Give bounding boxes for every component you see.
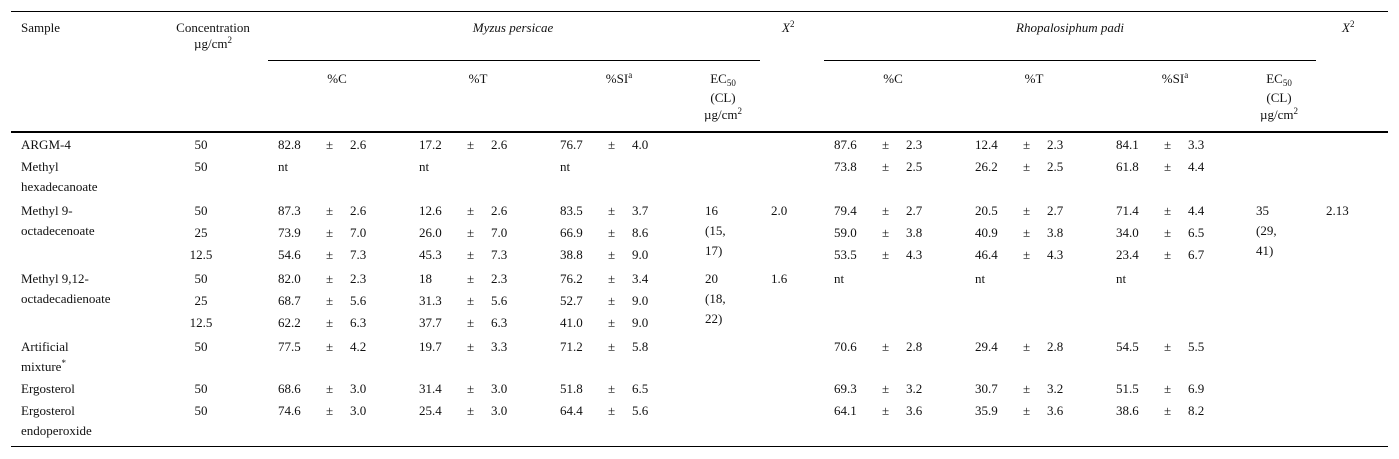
rhopalosiphum-t-mean: 30.7: [975, 381, 998, 396]
subheader-rhopalosiphum-ec: [1266, 71, 1292, 87]
concentration-value: 50: [194, 381, 208, 396]
sample-name: octadecadienoate: [21, 291, 111, 306]
myzus-si-mean: 51.8: [560, 381, 583, 396]
myzus-t-mean: 26.0: [419, 225, 442, 240]
myzus-t-sd: 5.6: [491, 293, 508, 308]
concentration-value: 50: [194, 159, 208, 174]
subheader-myzus-si-sup: a: [628, 70, 633, 80]
rhopalosiphum-si-pm: ±: [1164, 403, 1172, 418]
sample-name: Ergosterol: [21, 381, 75, 396]
rhopalosiphum-t-mean: 29.4: [975, 339, 998, 354]
rhopalosiphum-t-pm: ±: [1023, 339, 1031, 354]
myzus-si-mean: 41.0: [560, 315, 583, 330]
myzus-t-pm: ±: [467, 293, 475, 308]
rhopalosiphum-c-sd: 2.3: [906, 137, 923, 152]
myzus-c-pm: ±: [326, 247, 334, 262]
subheader-rhopalosiphum-si-text: %SI: [1161, 71, 1185, 86]
myzus-t-sd: 2.3: [491, 271, 508, 286]
header-chi-rhopalosiphum-symbol: X: [1342, 20, 1350, 35]
subheader-myzus-si: [606, 71, 632, 87]
rhopalosiphum-t-mean: 20.5: [975, 203, 998, 218]
rhopalosiphum-t-sd: 2.3: [1047, 137, 1064, 152]
concentration-value: 50: [194, 271, 208, 286]
subheader-rhopalosiphum-t: %T: [1024, 71, 1044, 86]
rhopalosiphum-si-mean: 54.5: [1116, 339, 1139, 354]
subheader-myzus-ec-unit: [704, 107, 742, 123]
sample-name: Methyl 9,12-: [21, 271, 89, 286]
header-sample: Sample: [21, 20, 60, 35]
myzus-t-pm: ±: [467, 381, 475, 396]
sample-name: Ergosterol: [21, 403, 75, 418]
rhopalosiphum-si-mean: 34.0: [1116, 225, 1139, 240]
myzus-si-sd: 4.0: [632, 137, 649, 152]
myzus-si-pm: ±: [608, 203, 616, 218]
rhopalosiphum-si-pm: ±: [1164, 225, 1172, 240]
myzus-si-sd: 3.7: [632, 203, 649, 218]
species-rule-myzus: [268, 60, 760, 61]
rhopalosiphum-c-pm: ±: [882, 403, 890, 418]
myzus-c-sd: 3.0: [350, 381, 367, 396]
myzus-c-mean: 68.6: [278, 381, 301, 396]
rhopalosiphum-c-mean: 87.6: [834, 137, 857, 152]
rhopalosiphum-t-mean: 40.9: [975, 225, 998, 240]
concentration-value: 50: [194, 203, 208, 218]
rhopalosiphum-t-pm: ±: [1023, 137, 1031, 152]
subheader-rhopalosiphum-ec-main: EC: [1266, 71, 1283, 86]
rhopalosiphum-t-mean: 35.9: [975, 403, 998, 418]
myzus-t-mean: 45.3: [419, 247, 442, 262]
rhopalosiphum-si-pm: ±: [1164, 247, 1172, 262]
rhopalosiphum-si-mean: 38.6: [1116, 403, 1139, 418]
myzus-t-sd: 3.0: [491, 403, 508, 418]
rhopalosiphum-t-mean: 26.2: [975, 159, 998, 174]
myzus-c-mean: 87.3: [278, 203, 301, 218]
myzus-t-mean: 31.3: [419, 293, 442, 308]
myzus-t-mean: 12.6: [419, 203, 442, 218]
myzus-t-pm: ±: [467, 225, 475, 240]
myzus-si-pm: ±: [608, 381, 616, 396]
rhopalosiphum-c-pm: ±: [882, 381, 890, 396]
concentration-value: 12.5: [189, 315, 213, 330]
header-species-rhopalosiphum: Rhopalosiphum padi: [1016, 20, 1124, 35]
myzus-t-sd: 3.0: [491, 381, 508, 396]
myzus-t-sd: 2.6: [491, 137, 508, 152]
rhopalosiphum-si-mean: 51.5: [1116, 381, 1139, 396]
subheader-myzus-ec-sub: 50: [726, 78, 736, 88]
myzus-ec50: 16: [705, 203, 718, 218]
rhopalosiphum-t-sd: 2.7: [1047, 203, 1064, 218]
rhopalosiphum-t-sd: 3.6: [1047, 403, 1064, 418]
rhopalosiphum-c-pm: ±: [882, 203, 890, 218]
myzus-si-sd: 3.4: [632, 271, 649, 286]
rhopalosiphum-c-sd: 3.2: [906, 381, 923, 396]
myzus-ec50: 22): [705, 311, 723, 326]
myzus-ec50: 20: [705, 271, 718, 286]
myzus-t-sd: 7.3: [491, 247, 508, 262]
rhopalosiphum-t-mean: 46.4: [975, 247, 998, 262]
myzus-t-pm: ±: [467, 315, 475, 330]
myzus-c-sd: 3.0: [350, 403, 367, 418]
subheader-myzus-ec-cl: (CL): [710, 90, 736, 105]
rhopalosiphum-t-pm: ±: [1023, 381, 1031, 396]
subheader-rhopalosiphum-si: [1162, 71, 1188, 87]
rhopalosiphum-c-mean: 79.4: [834, 203, 857, 218]
rhopalosiphum-chi-square: 2.13: [1326, 203, 1349, 218]
rhopalosiphum-c-sd: 3.8: [906, 225, 923, 240]
header-concentration-unit-sup: 2: [227, 35, 232, 45]
myzus-si-pm: ±: [608, 137, 616, 152]
myzus-t-pm: ±: [467, 203, 475, 218]
rhopalosiphum-ec50: 35: [1256, 203, 1269, 218]
rhopalosiphum-si-sd: 5.5: [1188, 339, 1205, 354]
myzus-t-mean: 37.7: [419, 315, 442, 330]
header-chi-myzus-symbol: X: [782, 20, 790, 35]
rhopalosiphum-c-mean: nt: [834, 271, 845, 286]
myzus-si-sd: 9.0: [632, 315, 649, 330]
header-concentration: [176, 20, 250, 36]
header-concentration-unit-text: µg/cm: [194, 36, 228, 51]
myzus-si-pm: ±: [608, 339, 616, 354]
concentration-value: 25: [194, 293, 208, 308]
myzus-c-mean: 62.2: [278, 315, 301, 330]
rhopalosiphum-t-mean: 12.4: [975, 137, 998, 152]
sample-name: mixture*: [21, 358, 66, 374]
rhopalosiphum-si-mean: 71.4: [1116, 203, 1139, 218]
header-chi-rhopalosiphum-sup: 2: [1349, 19, 1355, 29]
subheader-rhopalosiphum-c: %C: [883, 71, 903, 86]
myzus-c-pm: ±: [326, 203, 334, 218]
sample-name: Methyl 9-: [21, 203, 73, 218]
myzus-t-sd: 3.3: [491, 339, 508, 354]
myzus-si-pm: ±: [608, 293, 616, 308]
myzus-c-mean: 68.7: [278, 293, 301, 308]
rhopalosiphum-ec50: 41): [1256, 243, 1274, 258]
myzus-si-sd: 6.5: [632, 381, 649, 396]
rhopalosiphum-si-pm: ±: [1164, 159, 1172, 174]
sample-name: ARGM-4: [21, 137, 71, 152]
rhopalosiphum-t-pm: ±: [1023, 403, 1031, 418]
header-concentration-unit: [194, 36, 232, 52]
myzus-c-pm: ±: [326, 137, 334, 152]
sample-name: octadecenoate: [21, 223, 95, 238]
rhopalosiphum-t-sd: 4.3: [1047, 247, 1064, 262]
concentration-value: 12.5: [189, 247, 213, 262]
rhopalosiphum-t-sd: 2.8: [1047, 339, 1064, 354]
header-bottom-rule: [11, 131, 1388, 133]
myzus-c-sd: 6.3: [350, 315, 367, 330]
myzus-si-mean: nt: [560, 159, 571, 174]
myzus-si-sd: 9.0: [632, 293, 649, 308]
myzus-t-pm: ±: [467, 271, 475, 286]
myzus-c-sd: 2.6: [350, 137, 367, 152]
species-rule-rhopalosiphum: [824, 60, 1316, 61]
concentration-value: 50: [194, 137, 208, 152]
subheader-myzus-si-text: %SI: [605, 71, 629, 86]
myzus-ec50: 17): [705, 243, 723, 258]
myzus-si-mean: 76.2: [560, 271, 583, 286]
myzus-t-sd: 7.0: [491, 225, 508, 240]
myzus-si-sd: 9.0: [632, 247, 649, 262]
rhopalosiphum-t-mean: nt: [975, 271, 986, 286]
sample-name: hexadecanoate: [21, 179, 98, 194]
myzus-t-mean: 18: [419, 271, 432, 286]
rhopalosiphum-si-mean: 61.8: [1116, 159, 1139, 174]
rhopalosiphum-si-pm: ±: [1164, 137, 1172, 152]
myzus-si-pm: ±: [608, 247, 616, 262]
sample-name: Methyl: [21, 159, 59, 174]
rhopalosiphum-t-pm: ±: [1023, 159, 1031, 174]
myzus-c-mean: 77.5: [278, 339, 301, 354]
myzus-c-sd: 5.6: [350, 293, 367, 308]
myzus-t-mean: nt: [419, 159, 430, 174]
myzus-c-mean: 82.8: [278, 137, 301, 152]
header-chi-myzus: [782, 20, 794, 36]
myzus-si-pm: ±: [608, 315, 616, 330]
myzus-t-mean: 31.4: [419, 381, 442, 396]
myzus-c-pm: ±: [326, 381, 334, 396]
rhopalosiphum-si-sd: 4.4: [1188, 203, 1205, 218]
rhopalosiphum-c-sd: 2.7: [906, 203, 923, 218]
myzus-si-sd: 8.6: [632, 225, 649, 240]
header-concentration-label: Concentration: [176, 20, 250, 35]
myzus-si-pm: ±: [608, 403, 616, 418]
myzus-c-sd: 4.2: [350, 339, 367, 354]
rhopalosiphum-c-sd: 2.5: [906, 159, 923, 174]
concentration-value: 25: [194, 225, 208, 240]
subheader-rhopalosiphum-ec-unit-sup: 2: [1293, 106, 1298, 116]
myzus-si-pm: ±: [608, 225, 616, 240]
myzus-c-mean: 82.0: [278, 271, 301, 286]
sample-name: Artificial: [21, 339, 69, 354]
rhopalosiphum-c-pm: ±: [882, 137, 890, 152]
myzus-si-mean: 71.2: [560, 339, 583, 354]
rhopalosiphum-si-sd: 6.5: [1188, 225, 1205, 240]
myzus-c-pm: ±: [326, 339, 334, 354]
rhopalosiphum-c-pm: ±: [882, 247, 890, 262]
myzus-c-mean: 54.6: [278, 247, 301, 262]
header-species-myzus: Myzus persicae: [472, 20, 554, 35]
sample-footnote-mark: *: [61, 358, 66, 368]
rhopalosiphum-t-pm: ±: [1023, 247, 1031, 262]
subheader-myzus-ec-unit-text: µg/cm: [704, 107, 738, 122]
subheader-myzus-ec-unit-sup: 2: [737, 106, 742, 116]
rhopalosiphum-si-pm: ±: [1164, 203, 1172, 218]
myzus-c-mean: 74.6: [278, 403, 301, 418]
myzus-t-pm: ±: [467, 137, 475, 152]
concentration-value: 50: [194, 403, 208, 418]
rhopalosiphum-c-mean: 59.0: [834, 225, 857, 240]
myzus-c-mean: nt: [278, 159, 289, 174]
subheader-rhopalosiphum-ec-sub: 50: [1282, 78, 1292, 88]
rhopalosiphum-c-pm: ±: [882, 339, 890, 354]
rhopalosiphum-c-sd: 4.3: [906, 247, 923, 262]
myzus-si-sd: 5.6: [632, 403, 649, 418]
rhopalosiphum-c-pm: ±: [882, 225, 890, 240]
concentration-value: 50: [194, 339, 208, 354]
rhopalosiphum-c-mean: 64.1: [834, 403, 857, 418]
myzus-chi-square: 1.6: [771, 271, 788, 286]
myzus-si-mean: 52.7: [560, 293, 583, 308]
rhopalosiphum-t-pm: ±: [1023, 225, 1031, 240]
rhopalosiphum-c-mean: 53.5: [834, 247, 857, 262]
header-chi-rhopalosiphum: [1342, 20, 1354, 36]
sample-name: endoperoxide: [21, 423, 92, 438]
rhopalosiphum-c-mean: 69.3: [834, 381, 857, 396]
myzus-si-mean: 38.8: [560, 247, 583, 262]
myzus-c-pm: ±: [326, 293, 334, 308]
myzus-si-mean: 66.9: [560, 225, 583, 240]
myzus-t-sd: 6.3: [491, 315, 508, 330]
myzus-c-mean: 73.9: [278, 225, 301, 240]
rhopalosiphum-si-sd: 6.9: [1188, 381, 1205, 396]
myzus-ec50: (15,: [705, 223, 726, 238]
rhopalosiphum-si-sd: 3.3: [1188, 137, 1205, 152]
subheader-myzus-t: %T: [468, 71, 488, 86]
rhopalosiphum-si-sd: 4.4: [1188, 159, 1205, 174]
subheader-rhopalosiphum-si-sup: a: [1184, 70, 1189, 80]
myzus-c-sd: 2.6: [350, 203, 367, 218]
myzus-chi-square: 2.0: [771, 203, 788, 218]
myzus-t-pm: ±: [467, 403, 475, 418]
myzus-t-mean: 19.7: [419, 339, 442, 354]
myzus-si-sd: 5.8: [632, 339, 649, 354]
rhopalosiphum-c-mean: 70.6: [834, 339, 857, 354]
myzus-t-mean: 17.2: [419, 137, 442, 152]
rhopalosiphum-c-pm: ±: [882, 159, 890, 174]
myzus-c-sd: 7.0: [350, 225, 367, 240]
myzus-si-mean: 83.5: [560, 203, 583, 218]
rhopalosiphum-ec50: (29,: [1256, 223, 1277, 238]
rhopalosiphum-si-pm: ±: [1164, 381, 1172, 396]
myzus-c-sd: 2.3: [350, 271, 367, 286]
subheader-rhopalosiphum-ec-cl: (CL): [1266, 90, 1292, 105]
table-bottom-rule: [11, 446, 1388, 447]
myzus-c-sd: 7.3: [350, 247, 367, 262]
myzus-si-mean: 76.7: [560, 137, 583, 152]
myzus-t-mean: 25.4: [419, 403, 442, 418]
myzus-c-pm: ±: [326, 271, 334, 286]
myzus-si-pm: ±: [608, 271, 616, 286]
table-top-rule: [11, 11, 1388, 12]
rhopalosiphum-t-pm: ±: [1023, 203, 1031, 218]
subheader-myzus-c: %C: [327, 71, 347, 86]
myzus-t-sd: 2.6: [491, 203, 508, 218]
rhopalosiphum-t-sd: 2.5: [1047, 159, 1064, 174]
myzus-si-mean: 64.4: [560, 403, 583, 418]
rhopalosiphum-si-mean: nt: [1116, 271, 1127, 286]
subheader-rhopalosiphum-ec-unit: [1260, 107, 1298, 123]
myzus-t-pm: ±: [467, 247, 475, 262]
header-chi-myzus-sup: 2: [789, 19, 795, 29]
myzus-c-pm: ±: [326, 225, 334, 240]
myzus-c-pm: ±: [326, 315, 334, 330]
rhopalosiphum-si-sd: 8.2: [1188, 403, 1205, 418]
rhopalosiphum-c-sd: 3.6: [906, 403, 923, 418]
rhopalosiphum-c-sd: 2.8: [906, 339, 923, 354]
myzus-c-pm: ±: [326, 403, 334, 418]
subheader-myzus-ec-main: EC: [710, 71, 727, 86]
subheader-myzus-ec: [710, 71, 736, 87]
rhopalosiphum-t-sd: 3.2: [1047, 381, 1064, 396]
myzus-t-pm: ±: [467, 339, 475, 354]
rhopalosiphum-t-sd: 3.8: [1047, 225, 1064, 240]
rhopalosiphum-si-mean: 84.1: [1116, 137, 1139, 152]
rhopalosiphum-c-mean: 73.8: [834, 159, 857, 174]
myzus-ec50: (18,: [705, 291, 726, 306]
rhopalosiphum-si-mean: 23.4: [1116, 247, 1139, 262]
rhopalosiphum-si-pm: ±: [1164, 339, 1172, 354]
subheader-rhopalosiphum-ec-unit-text: µg/cm: [1260, 107, 1294, 122]
rhopalosiphum-si-sd: 6.7: [1188, 247, 1205, 262]
